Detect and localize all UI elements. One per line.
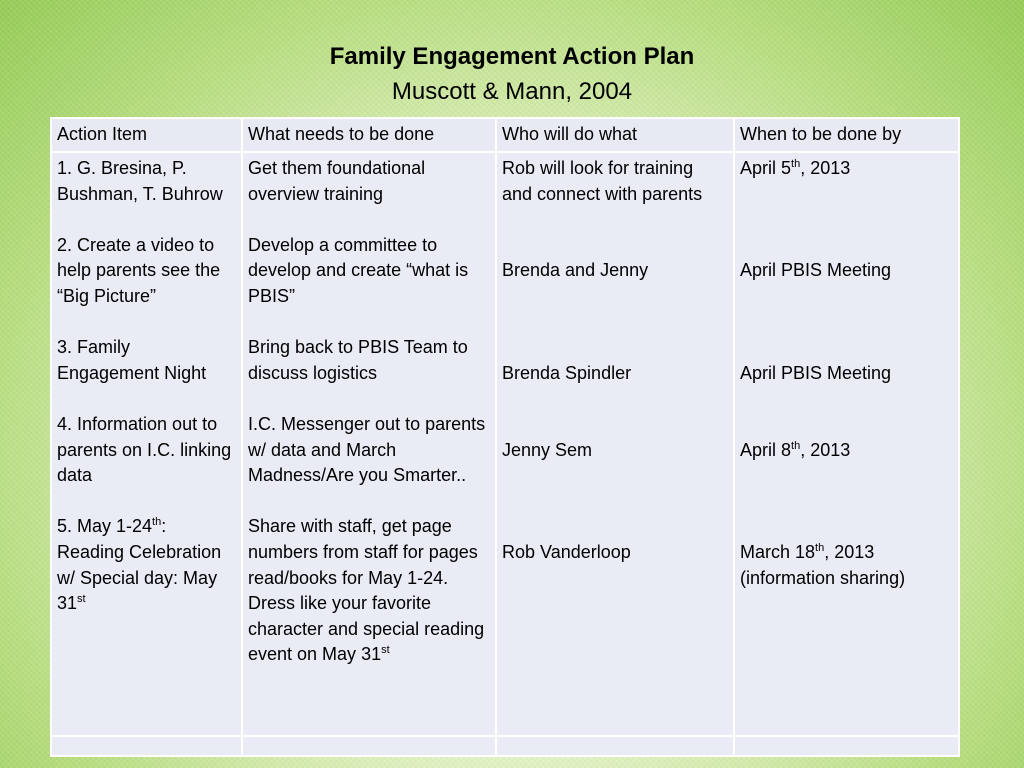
action-item-cell: [51, 152, 242, 736]
deadline-5: [740, 540, 953, 591]
deadline-4-part: April 8: [740, 439, 792, 460]
action-item-5: [57, 514, 236, 616]
deadline-1-part: April 5: [740, 158, 792, 178]
empty-cell: [496, 736, 734, 756]
header-what-needs-to-be-done: What needs to be done: [242, 118, 496, 152]
empty-cell: [734, 736, 959, 756]
empty-cell: [51, 736, 242, 756]
task-1: Get them foundational overview training: [248, 158, 426, 204]
deadline-4: [740, 438, 953, 540]
header-action-item: Action Item: [51, 118, 242, 152]
owner-1: Rob will look for training and connect with parents: [502, 158, 703, 204]
owner-4: Jenny Sem: [502, 439, 593, 460]
slide-title: Family Engagement Action Plan: [329, 43, 695, 70]
task-2: Develop a committee to develop and create “what is PBIS”: [248, 234, 469, 306]
owner-2: Brenda and Jenny: [502, 260, 649, 281]
deadline-cell: [734, 152, 959, 736]
action-item-5-sup: th: [152, 516, 162, 529]
deadline-5-sup: th: [815, 541, 825, 554]
task-5: [248, 514, 490, 668]
deadline-3: April PBIS Meeting: [740, 362, 892, 383]
deadline-1-sup: th: [791, 158, 801, 170]
task-5-sup: st: [381, 644, 390, 657]
task-cell: [242, 152, 496, 736]
slide-subtitle: Muscott & Mann, 2004: [391, 78, 633, 105]
table-row: [51, 152, 959, 736]
task-3: Bring back to PBIS Team to discuss logistics: [248, 337, 468, 383]
action-item-2: 2. Create a video to help parents see the “Big Picture”: [57, 234, 221, 306]
deadline-5-part: , 2013 (information sharing): [740, 541, 906, 588]
deadline-1: [740, 156, 953, 258]
empty-cell: [242, 736, 496, 756]
deadline-5-part: March 18: [740, 541, 816, 562]
owner-5: Rob Vanderloop: [502, 541, 631, 562]
deadline-1-part: , 2013: [800, 158, 851, 178]
deadline-4-part: , 2013: [800, 439, 851, 460]
action-plan-table: [50, 117, 960, 757]
action-item-3: 3. Family Engagement Night: [57, 337, 207, 383]
action-item-5-part: 5. May 1-24: [57, 516, 153, 537]
action-item-1: 1. G. Bresina, P. Bushman, T. Buhrow: [57, 158, 223, 204]
deadline-4-sup: th: [791, 439, 801, 452]
table-header-row: [51, 118, 959, 152]
owner-cell: [496, 152, 734, 736]
action-item-5-part: : Reading Celebration w/ Special day: May 31: [57, 516, 222, 614]
task-5-part: Share with staff, get page numbers from staff for pages read/books for May 1-24. Dress like your favorite character and special reading event on May 31: [248, 516, 485, 665]
action-item-4: 4. Information out to parents on I.C. linking data: [57, 413, 232, 486]
owner-3: Brenda Spindler: [502, 362, 632, 383]
deadline-2: April PBIS Meeting: [740, 260, 892, 281]
table-row-empty: [51, 736, 959, 756]
header-who-will-do-what: Who will do what: [496, 118, 734, 152]
header-when-to-be-done-by: When to be done by: [734, 118, 959, 152]
task-4: I.C. Messenger out to parents w/ data and March Madness/Are you Smarter..: [248, 413, 486, 486]
action-item-5-sup: st: [77, 593, 86, 606]
